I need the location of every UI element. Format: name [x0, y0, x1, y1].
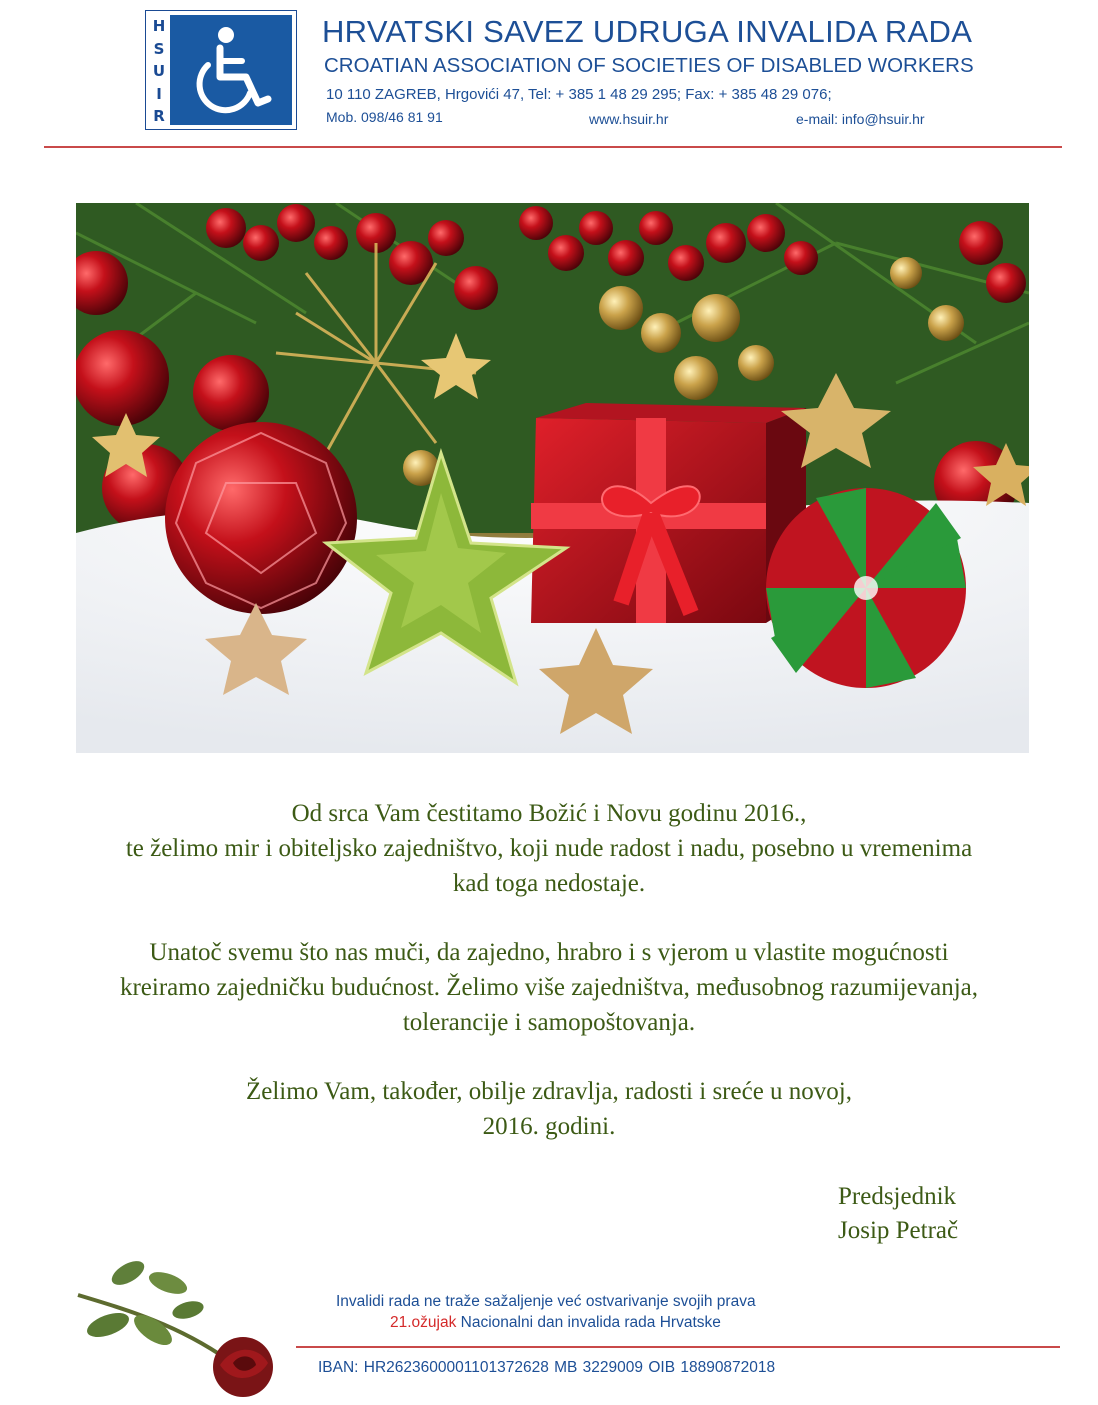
organization-subtitle: CROATIAN ASSOCIATION OF SOCIETIES OF DISABLED WORKERS: [324, 54, 974, 77]
mobile-number: Mob. 098/46 81 91: [326, 109, 443, 125]
greeting-paragraph-2: [0, 935, 1098, 1040]
signature-role: Predsjednik: [838, 1183, 957, 1210]
website-link[interactable]: www.hsuir.hr: [589, 111, 669, 127]
signature-name: Josip Petrač: [838, 1217, 959, 1244]
national-day-name: Nacionalni dan invalida rada Hrvatske: [456, 1314, 721, 1331]
greeting-line: Unatoč svemu što nas muči, da zajedno, hrabro i s vjerom u vlastite mogućnosti: [149, 939, 949, 966]
greeting-paragraph-3: [0, 1074, 1098, 1144]
greeting-line: kreiramo zajedničku budućnost. Želimo više zajedništva, međusobnog razumijevanja,: [119, 974, 979, 1001]
greeting-line: Želimo Vam, također, obilje zdravlja, radosti i sreće u novoj,: [245, 1078, 852, 1105]
logo-letter: H: [152, 17, 166, 35]
logo-letter: R: [153, 107, 165, 125]
signature-block: [838, 1180, 958, 1248]
bank-details: IBAN: HR2623600001101372628 MB 3229009 OIB 18890872018: [318, 1359, 776, 1376]
organization-title: HRVATSKI SAVEZ UDRUGA INVALIDA RADA: [322, 14, 973, 49]
greeting-paragraph-1: [0, 796, 1098, 901]
logo-letters: [150, 17, 168, 125]
hsuir-logo: [145, 10, 297, 130]
logo-letter: I: [156, 84, 162, 103]
national-day-date: 21.ožujak: [390, 1314, 457, 1331]
logo-letter: U: [152, 62, 166, 80]
rose-icon: [68, 1255, 288, 1400]
greeting-line: Od srca Vam čestitamo Božić i Novu godinu 2016.,: [291, 800, 807, 827]
wheelchair-icon: [170, 15, 292, 125]
greeting-line: 2016. godini.: [482, 1113, 616, 1140]
christmas-decorations-photo: [76, 203, 1029, 753]
footer-divider: [296, 1346, 1060, 1348]
greeting-line: te želimo mir i obiteljsko zajedništvo, koji nude radost i nadu, posebno u vremenima: [125, 835, 973, 862]
email-link[interactable]: e-mail: info@hsuir.hr: [796, 111, 925, 127]
header-divider: [44, 146, 1062, 148]
footer-national-day: [390, 1314, 721, 1332]
footer-motto: Invalidi rada ne traže sažaljenje već ostvarivanje svojih prava: [336, 1293, 756, 1310]
logo-letter: S: [153, 39, 165, 58]
organization-address: 10 110 ZAGREB, Hrgovići 47, Tel: + 385 1 48 29 295; Fax: + 385 48 29 076;: [326, 86, 832, 103]
greeting-line: kad toga nedostaje.: [452, 870, 646, 897]
greeting-line: tolerancije i samopoštovanja.: [402, 1009, 696, 1036]
